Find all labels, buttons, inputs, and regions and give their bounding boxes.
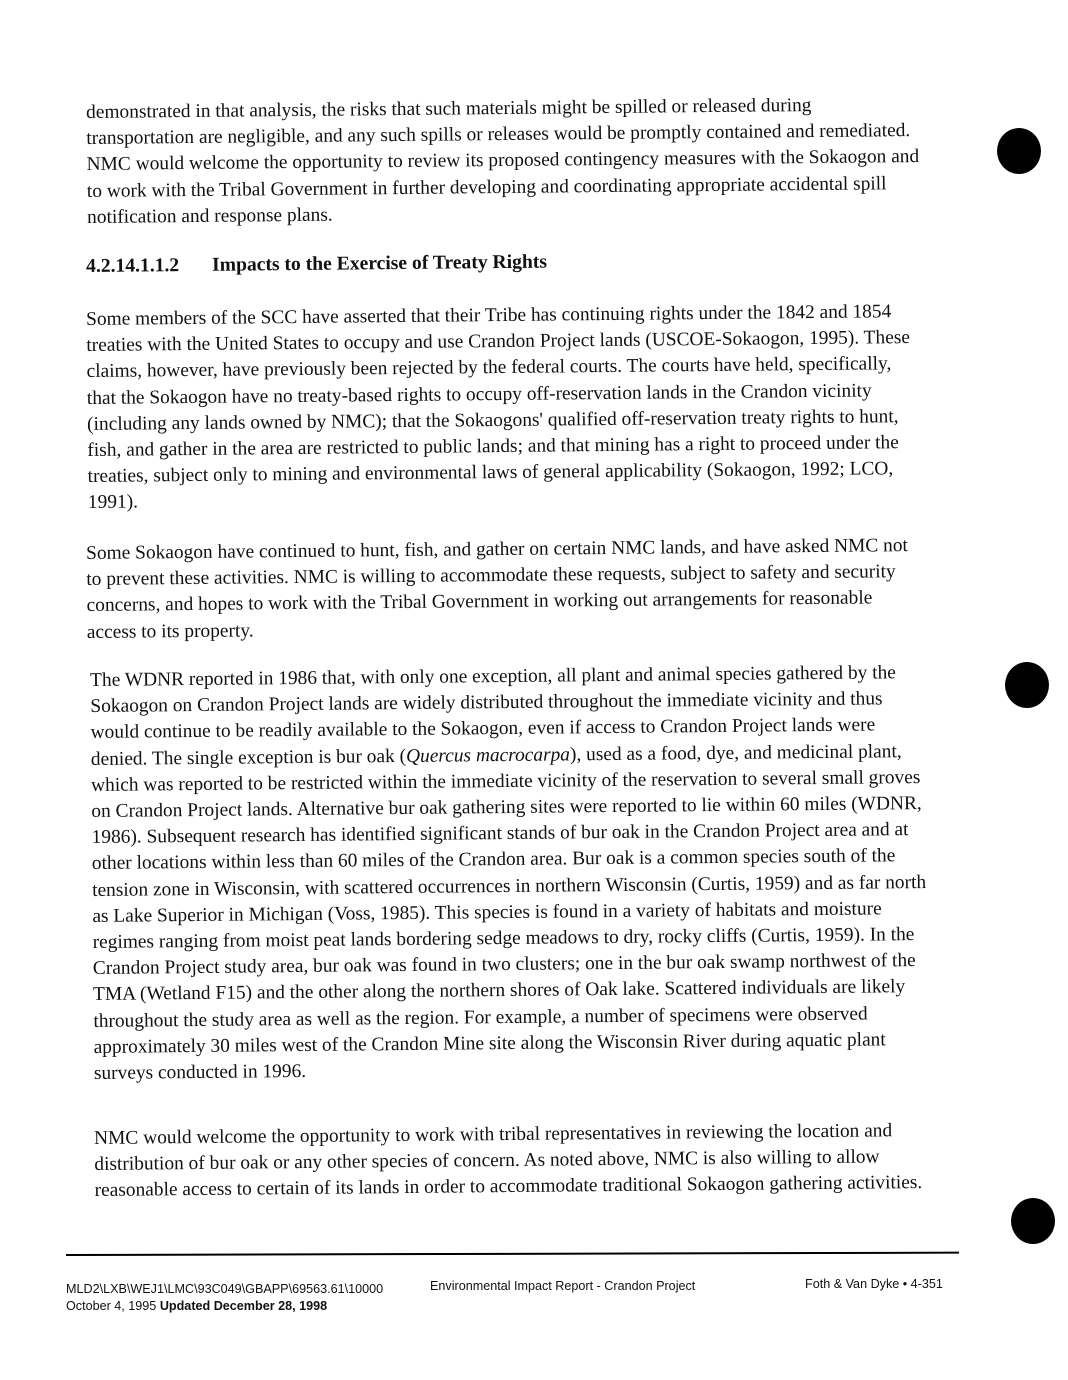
paragraph-2: Some members of the SCC have asserted that their Tribe has continuing rights under the 1842 and 1854 treaties with the United States to occupy and use Crandon Project lands (USCOE-Sokaogon, 1995). These claims, however, have previously been rejected by the federal courts. The courts have held, specifically, that the Sokaogon have no treaty-based rights to occupy off-reservation lands in the Crandon vicinity (including any lands owned by NMC); that the Sokaogons' qualified off-reservation treaty rights to hunt, fish, and gather in the area are restricted to public lands; and that mining has a right to proceed under the treaties, subject only to mining and environmental laws of general applicability (Sokaogon, 1992; LCO, 1991). (86, 301, 911, 514)
punch-hole-top (997, 128, 1041, 174)
footer-page-ref: Foth & Van Dyke • 4-351 (805, 1277, 943, 1291)
section-heading (86, 252, 547, 278)
footer-report-title: Environmental Impact Report - Crandon Project (430, 1279, 696, 1293)
paragraph-4 (90, 660, 930, 1087)
species-name-italic: Quercus macrocarpa (405, 744, 571, 767)
paragraph-3: Some Sokaogon have continued to hunt, fish, and gather on certain NMC lands, and have asked NMC not to prevent these activities. NMC is willing to accommodate these requests, subject to safety and security concerns, and hopes to work with the Tribal Government in working out arrangements for reasonable access to its property. (86, 535, 908, 643)
paragraph-5: NMC would welcome the opportunity to work with tribal representatives in reviewing the location and distribution of bur oak or any other species of concern. As noted above, NMC is also willing to allow reasonable access to certain of its lands in order to accommodate traditional Sokaogon gathering activities. (94, 1120, 923, 1202)
section-number: 4.2.14.1.1.2 (86, 255, 180, 277)
paragraph-4-part-a: The WDNR reported in 1986 that, with only one exception, all plant and animal species gathered by the Sokaogon on Crandon Project lands are widely distributed throughout the immediate vicinity and thus would continue to be readily available to the Sokaogon, even if access to Crandon Project lands were denied. The single exception is bur oak ( (90, 662, 896, 770)
footer-file-path: MLD2\LXB\WEJ1\LMC\93C049\GBAPP\69563.61\10000 (66, 1282, 384, 1296)
punch-hole-middle (1005, 662, 1049, 708)
punch-hole-bottom (1011, 1198, 1055, 1244)
section-title: Impacts to the Exercise of Treaty Rights (211, 251, 548, 276)
footer-date-updated: Updated December 28, 1998 (159, 1299, 328, 1313)
footer-dates (66, 1298, 327, 1315)
paragraph-1: demonstrated in that analysis, the risks that such materials might be spilled or released during transportation are negligible, and any such spills or releases would be promptly contained and remediated. NMC would welcome the opportunity to review its proposed contingency measures with the Sokaogon and to work with the Tribal Government in further developing and coordinating appropriate accidental spill notification and response plans. (86, 95, 920, 228)
footer-divider (66, 1252, 959, 1256)
paragraph-4-part-b: ), used as a food, dye, and medicinal plant, which was reported to be restricted within the immediate vicinity of the reservation to several small groves on Crandon Project lands. Alternative bur oak gathering sites were reported to lie within 60 miles (WDNR, 1986). Subsequent research has identified significant stands of bur oak in the Crandon Project area and at other locations within less than 60 miles of the Crandon area. Bur oak is a common species south of the tension zone in Wisconsin, with scattered occurrences in northern Wisconsin (Curtis, 1959) and as far north as Lake Superior in Michigan (Voss, 1985). This species is found in a variety of habitats and moisture regimes ranging from moist peat lands bordering sedge meadows to dry, rocky cliffs (Curtis, 1959). In the Crandon Project study area, bur oak was found in two clusters; one in the bur oak swamp northwest of the TMA (Wetland F15) and the other along the northern shores of Oak lake. Scattered individuals are likely throughout the study area as well as the region. For example, a number of specimens were observed approximately 30 miles west of the Crandon Mine site along the Wisconsin River during aquatic plant surveys conducted in 1996. (91, 740, 927, 1085)
footer-date-original: October 4, 1995 (66, 1299, 157, 1313)
